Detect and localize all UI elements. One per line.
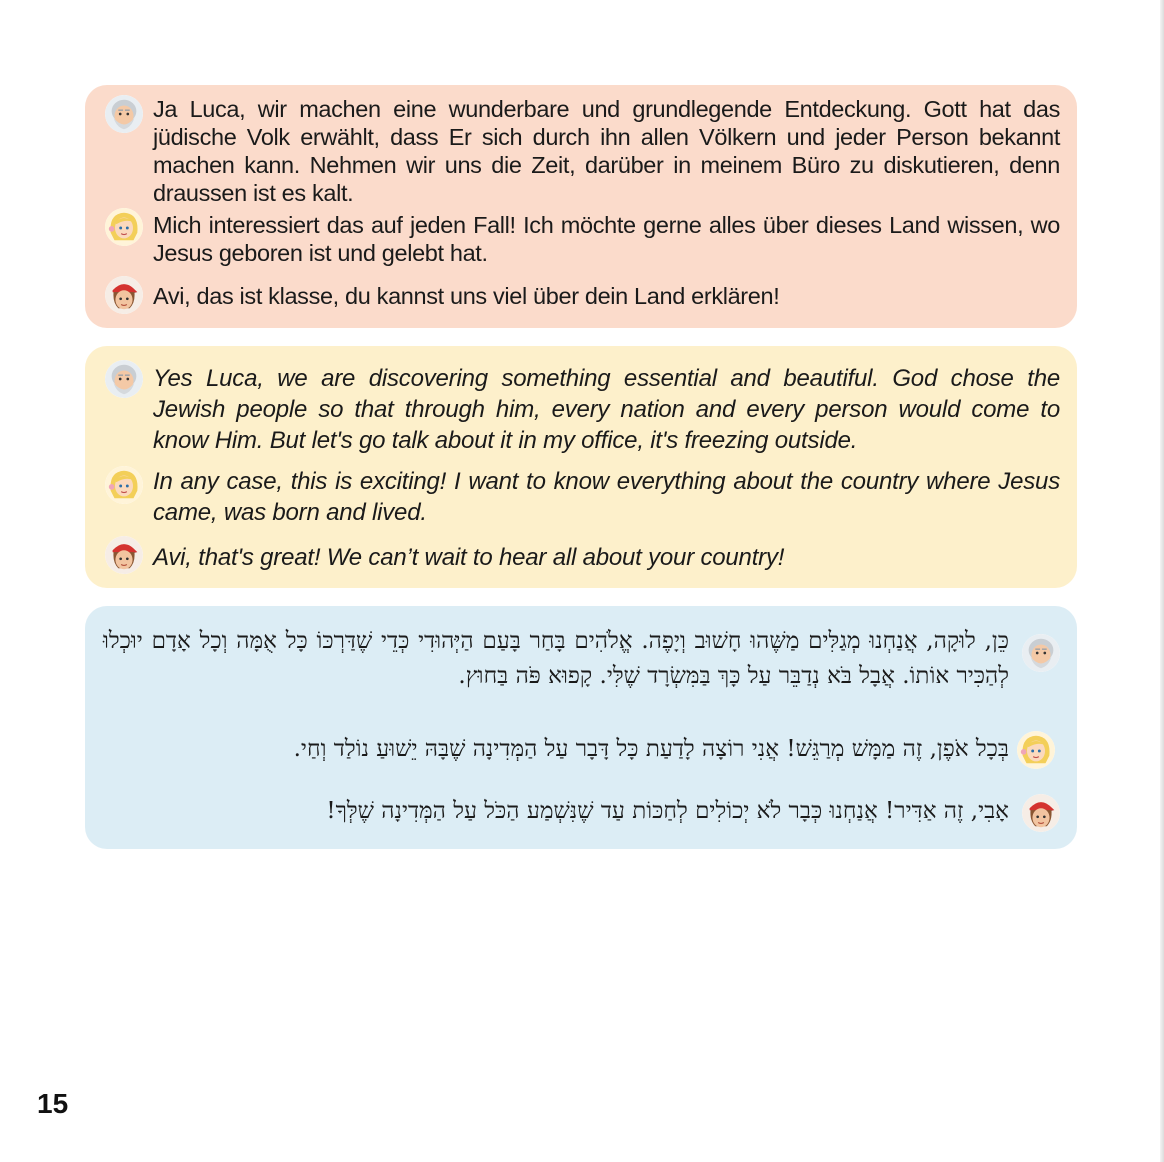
blonde-girl-avatar-icon xyxy=(105,208,143,246)
dialogue-text: In any case, this is exciting! I want to know everything about the country where Jesus came, was born and lived. xyxy=(153,468,1060,526)
dialogue-text: Avi, das ist klasse, du kannst uns viel über dein Land erklären! xyxy=(153,283,780,309)
dialogue-panel-hebrew xyxy=(85,606,1077,849)
dialogue-text: Mich interessiert das auf jeden Fall! Ich möchte gerne alles über dieses Land wissen, wo Jesus geboren ist und gelebt hat. xyxy=(153,212,1060,266)
old-man-avatar-icon xyxy=(1022,634,1060,672)
dialogue-text: Ja Luca, wir machen eine wunderbare und grundlegende Entdeckung. Gott hat das jüdische Volk erwählt, dass Er sich durch ihn allen Völkern und jeder Person bekannt machen kann. Nehmen wir uns die Zeit, darüber in meinem Büro zu diskutieren, denn draussen ist es kalt. xyxy=(153,96,1060,206)
blonde-girl-avatar-icon xyxy=(1017,731,1055,769)
old-man-avatar-icon xyxy=(105,360,143,398)
boy-red-cap-avatar-icon xyxy=(105,276,143,314)
page-number: 15 xyxy=(37,1088,69,1119)
dialogue-text: Avi, that's great! We can’t wait to hear all about your country! xyxy=(153,544,785,571)
dialogue-text: כֵּן, לוּקָה, אֲנַחְנוּ מְגַלִּים מַשֶּׁהוּ חָשׁוּב וְיָפֶה. אֱלֹהִים בָּחַר בָּעַם הַיְּהוּדִי כְּדֵי שֶׁדַּרְכּוֹ כָּל אֻמָּה וְכָל אָדָם יוּכְלוּ לְהַכִּיר אוֹתוֹ. אֲבָל בֹּא נְדַבֵּר עַל כָּךְ בַּמִּשְׂרָד שֶׁלִּי. קָפוּא פֹּה בַּחוּץ. xyxy=(103,628,1009,689)
boy-red-cap-avatar-icon xyxy=(105,536,143,574)
page-edge xyxy=(1160,0,1164,1162)
old-man-avatar-icon xyxy=(105,95,143,133)
dialogue-panel-german xyxy=(85,85,1077,328)
dialogue-panel-english xyxy=(85,346,1077,588)
dialogue-text: בְּכָל אֹפֶן, זֶה מַמָּשׁ מְרַגֵּשׁ! אֲנִי רוֹצָה לָדַעַת כָּל דָּבָר עַל הַמְּדִינָה שֶׁבָּהּ יֵשׁוּעַ נוֹלַד וְחַי. xyxy=(293,736,1009,762)
dialogue-text: Yes Luca, we are discovering something essential and beautiful. God chose the Jewish people so that through him, every nation and every person would come to know Him. But let's go talk about it in my office, it's freezing outside. xyxy=(153,365,1060,454)
dialogue-text: אָבִי, זֶה אַדִּיר! אֲנַחְנוּ כְּבָר לֹא יְכוֹלִים לְחַכּוֹת עַד שֶׁנִּשְׁמַע הַכֹּל עַל הַמְּדִינָה שֶׁלְּךָ! xyxy=(326,798,1009,824)
boy-red-cap-avatar-icon xyxy=(1022,794,1060,832)
blonde-girl-avatar-icon xyxy=(105,466,143,504)
